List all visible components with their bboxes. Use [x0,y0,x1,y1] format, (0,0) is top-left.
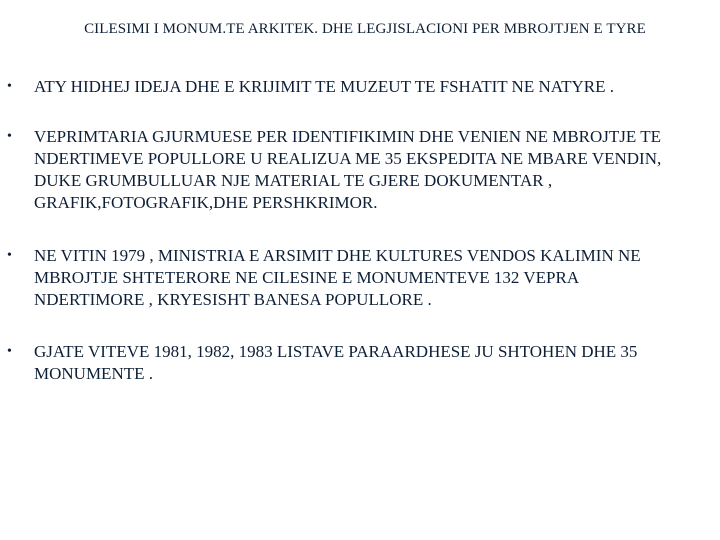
bullet-text: GJATE VITEVE 1981, 1982, 1983 LISTAVE PARAARDHESE JU SHTOHEN DHE 35 MONUMENTE . [34,342,638,383]
bullet-dot-icon: • [7,344,12,359]
bullet-text: ATY HIDHEJ IDEJA DHE E KRIJIMIT TE MUZEUT TE FSHATIT NE NATYRE . [34,77,615,96]
bullet-text: NE VITIN 1979 , MINISTRIA E ARSIMIT DHE KULTURES VENDOS KALIMIN NE MBROJTJE SHTETERORE NE CILESINE E MONUMENTEVE 132 VEPRA NDERTIMORE , KRYESISHT BANESA POPULLORE . [34,246,641,309]
bullet-dot-icon: • [7,79,12,94]
slide-title: CILESIMI I MONUM.TE ARKITEK. DHE LEGJISLACIONI PER MBROJTJEN E TYRE [84,21,646,37]
bullet-text: VEPRIMTARIA GJURMUESE PER IDENTIFIKIMIN DHE VENIEN NE MBROJTJE TE NDERTIMEVE POPULLORE U REALIZUA ME 35 EKSPEDITA NE MBARE VENDIN, DUKE GRUMBULLUAR NJE MATERIAL TE GJERE DOKUMENTAR , GRAFIK,FOTOGRAFIK,DHE PERSHKRIMOR. [34,127,662,212]
bullet-dot-icon: • [7,248,12,263]
bullet-dot-icon: • [7,129,12,144]
